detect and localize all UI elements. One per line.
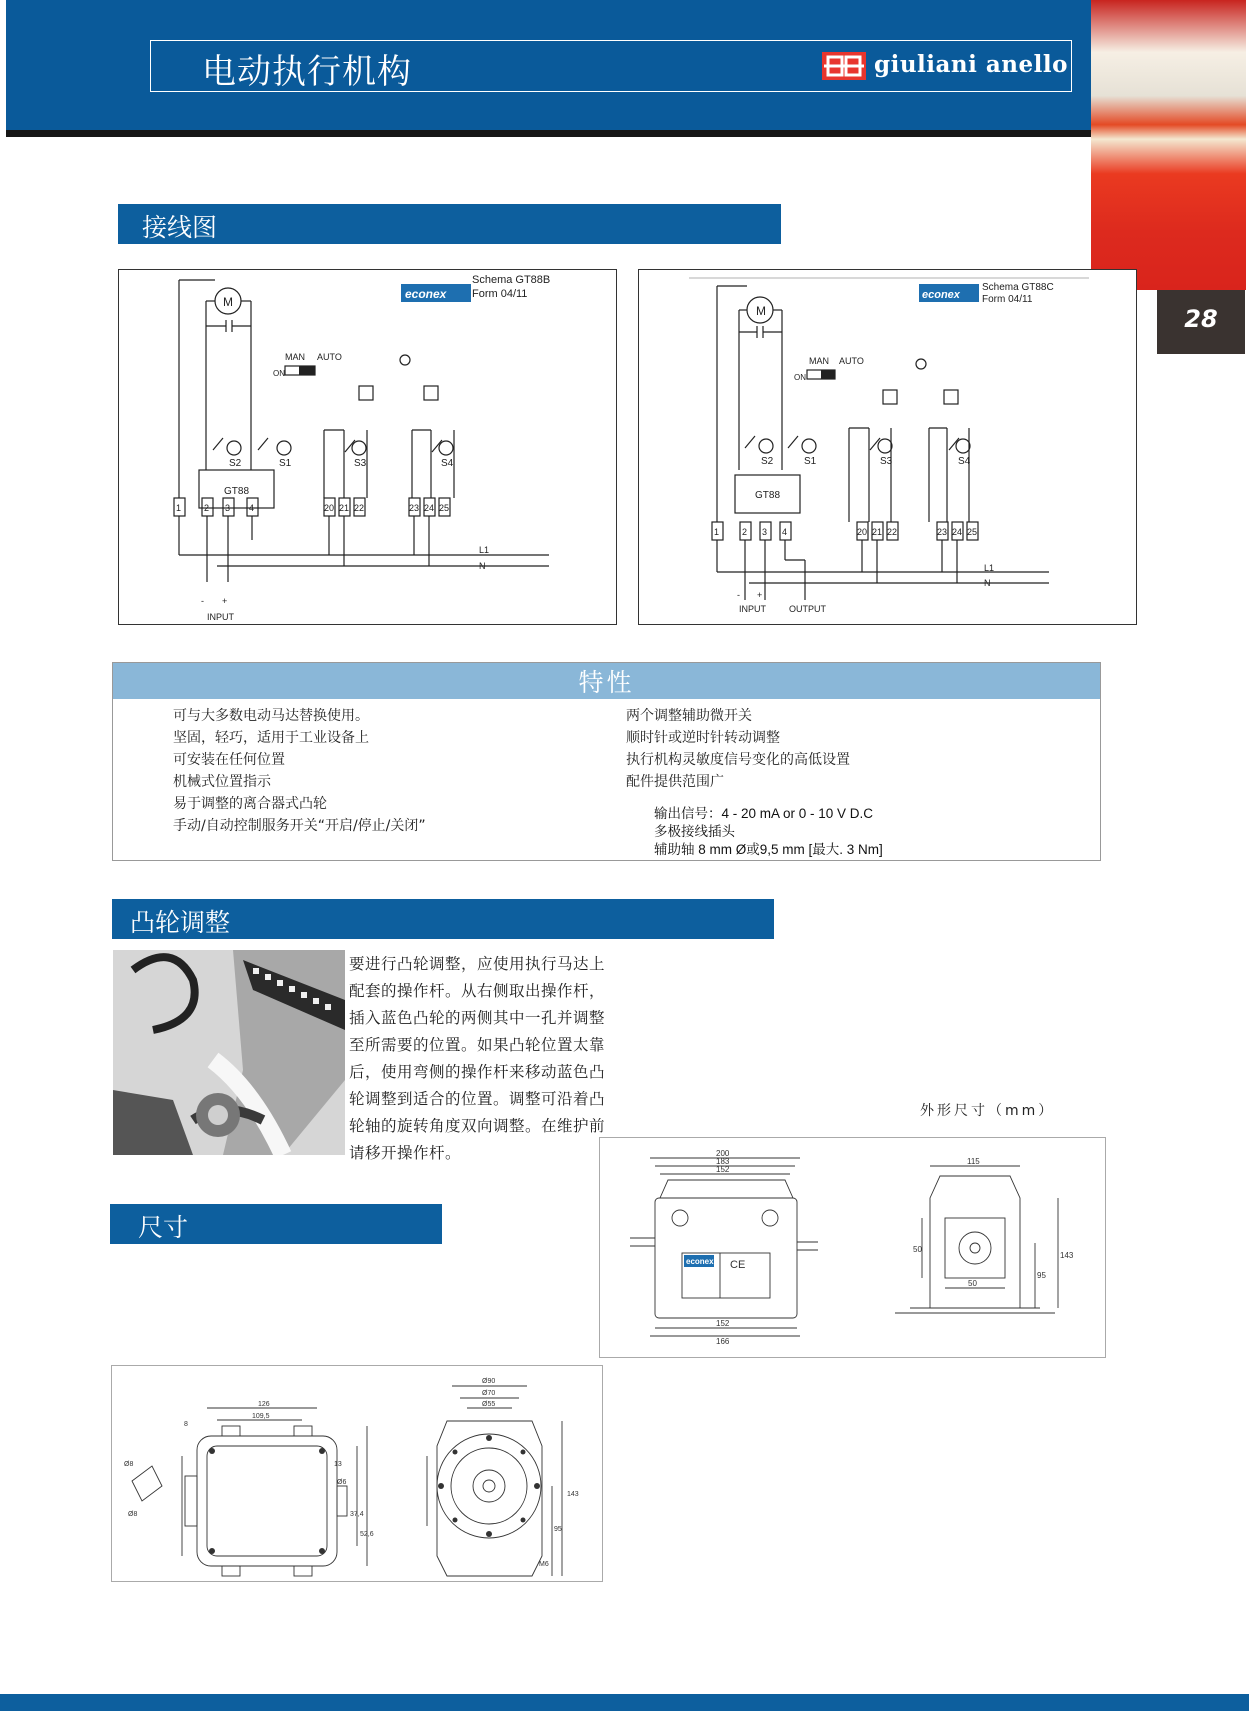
f4-dim-109: 109,5 xyxy=(252,1413,270,1420)
front-dim-bottom-1: 152 xyxy=(716,1319,730,1328)
f4-dim-o8b: Ø8 xyxy=(128,1511,138,1518)
diagram-c-minus: - xyxy=(737,590,740,600)
diagram-b-on: ON xyxy=(273,369,285,378)
diagram-c-t1: 1 xyxy=(714,527,720,537)
diagram-c-motor: M xyxy=(756,304,766,318)
multipole-plug: 多极接线插头 xyxy=(654,824,735,839)
feature-right-2: 顺时针或逆时针转动调整 xyxy=(626,730,780,746)
diagram-b-l1: L1 xyxy=(479,545,490,555)
feature-left-2: 坚固，轻巧，适用于工业设备上 xyxy=(173,730,369,746)
header-photo xyxy=(1091,0,1246,290)
side-dim-50a: 50 xyxy=(913,1245,922,1254)
f4-dim-52: 52,6 xyxy=(360,1531,374,1538)
f4-dim-143: 143 xyxy=(567,1491,579,1498)
f4-dim-o70: Ø70 xyxy=(482,1390,496,1397)
section-cam-header xyxy=(112,899,774,939)
diagram-c-s2: S2 xyxy=(761,456,774,467)
feature-right-1: 两个调整辅助微开关 xyxy=(626,708,752,724)
diagram-b-brand: econex xyxy=(405,287,447,301)
diagram-b-minus: - xyxy=(201,596,204,606)
diagram-c-on: ON xyxy=(794,373,806,382)
cam-text-3: 插入蓝色凸轮的两侧其中一孔并调整 xyxy=(349,1009,606,1027)
feature-left-3: 可安装在任何位置 xyxy=(173,752,285,768)
diagram-b-s1: S1 xyxy=(279,458,292,469)
diagram-c-input: INPUT xyxy=(739,604,766,614)
brand-name: giuliani anello xyxy=(874,51,1068,78)
front-dim-top-1: 200 xyxy=(716,1149,730,1158)
diagram-c-plus: + xyxy=(757,590,763,600)
diagram-b-t1: 1 xyxy=(176,503,182,513)
front-dim-top-2: 183 xyxy=(716,1157,730,1166)
diagram-c-t24: 24 xyxy=(952,527,963,537)
section-cam-title: 凸轮调整 xyxy=(130,908,231,937)
wiring-diagram-b xyxy=(118,269,617,625)
diagram-c-schema: Schema GT88C xyxy=(982,282,1054,293)
section-wiring-header xyxy=(118,204,781,244)
diagram-b-t2: 2 xyxy=(204,503,210,513)
f4-dim-126: 126 xyxy=(258,1401,270,1408)
diagram-c-s1: S1 xyxy=(804,456,817,467)
diagram-b-motor: M xyxy=(223,295,233,309)
wiring-diagram-c xyxy=(638,269,1137,625)
diagram-b-s2: S2 xyxy=(229,458,242,469)
diagram-b-schema: Schema GT88B xyxy=(472,274,551,286)
diagram-c-output: OUTPUT xyxy=(789,604,826,614)
diagram-b-input: INPUT xyxy=(207,612,234,622)
section-wiring-title: 接线图 xyxy=(142,213,218,242)
features-title: 特性 xyxy=(578,668,635,697)
outline-drawing xyxy=(599,1137,1106,1358)
front-ce: CE xyxy=(730,1259,746,1271)
feature-left-4: 机械式位置指示 xyxy=(173,774,271,790)
diagram-c-n: N xyxy=(984,578,991,588)
diagram-b-form: Form 04/11 xyxy=(472,288,528,300)
cam-photo xyxy=(113,950,345,1155)
cam-text-8: 请移开操作杆。 xyxy=(349,1144,462,1162)
diagram-c-s4: S4 xyxy=(958,456,971,467)
f4-dim-13: 13 xyxy=(334,1461,342,1468)
diagram-c-t25: 25 xyxy=(967,527,978,537)
f4-dim-8: 8 xyxy=(184,1421,188,1428)
diagram-b-module: GT88 xyxy=(224,486,250,497)
feature-left-1: 可与大多数电动马达替换使用。 xyxy=(173,708,369,724)
section-dimensions-header xyxy=(110,1204,442,1244)
front-brand: econex xyxy=(686,1257,714,1266)
side-dim-143: 143 xyxy=(1060,1251,1074,1260)
side-dim-115: 115 xyxy=(967,1157,980,1166)
diagram-c-form: Form 04/11 xyxy=(982,294,1033,305)
diagram-c-t21: 21 xyxy=(872,527,883,537)
diagram-c-man: MAN xyxy=(809,356,829,366)
diagram-c-l1: L1 xyxy=(984,563,995,573)
diagram-c-t22: 22 xyxy=(887,527,898,537)
header-underline xyxy=(6,130,1166,137)
diagram-b-t25: 25 xyxy=(439,503,450,513)
diagram-b-auto: AUTO xyxy=(317,352,342,362)
page-title: 电动执行机构 xyxy=(202,52,412,92)
side-dim-50b: 50 xyxy=(968,1279,977,1288)
diagram-b-plus: + xyxy=(222,596,228,606)
diagram-c-module: GT88 xyxy=(755,490,781,501)
diagram-c-t2: 2 xyxy=(742,527,748,537)
f4-dim-95: 95 xyxy=(554,1526,562,1533)
diagram-c-t23: 23 xyxy=(937,527,948,537)
section-dimensions-title: 尺寸 xyxy=(138,1213,189,1242)
f4-dim-m6: M6 xyxy=(539,1561,549,1568)
diagram-b-t20: 20 xyxy=(324,503,335,513)
diagram-b-n: N xyxy=(479,561,486,571)
diagram-b-s4: S4 xyxy=(441,458,454,469)
side-dim-95: 95 xyxy=(1037,1271,1046,1280)
feature-right-4: 配件提供范围广 xyxy=(626,774,724,790)
diagram-c-brand: econex xyxy=(922,289,960,301)
cam-text-4: 至所需要的位置。如果凸轮位置太靠 xyxy=(349,1036,606,1054)
diagram-c-t4: 4 xyxy=(782,527,788,537)
cam-text-2: 配套的操作杆。从右侧取出操作杆， xyxy=(349,982,606,1000)
front-dim-top-3: 152 xyxy=(716,1165,730,1174)
diagram-b-t22: 22 xyxy=(354,503,365,513)
outline-dimensions-label: 外形尺寸（mm） xyxy=(920,1103,1056,1119)
f4-drawing xyxy=(111,1365,603,1582)
cam-text-5: 后，使用弯侧的操作杆来移动蓝色凸 xyxy=(349,1063,606,1081)
diagram-b-t24: 24 xyxy=(424,503,435,513)
aux-shaft: 辅助轴 8 mm Ø或9,5 mm [最大. 3 Nm] xyxy=(654,842,883,857)
diagram-b-t23: 23 xyxy=(409,503,420,513)
feature-left-6: 手动/自动控制服务开关“开启/停止/关闭” xyxy=(173,818,426,834)
feature-right-3: 执行机构灵敏度信号变化的高低设置 xyxy=(626,752,850,768)
f4-dim-o90: Ø90 xyxy=(482,1378,496,1385)
diagram-c-s3: S3 xyxy=(880,456,893,467)
diagram-b-t4: 4 xyxy=(249,503,255,513)
f4-dim-o55: Ø55 xyxy=(482,1401,496,1408)
footer-bar xyxy=(0,1694,1249,1711)
f4-dim-37: 37,4 xyxy=(350,1511,364,1518)
diagram-b-s3: S3 xyxy=(354,458,367,469)
cam-text-7: 轮轴的旋转角度双向调整。在维护前 xyxy=(349,1117,606,1135)
diagram-c-auto: AUTO xyxy=(839,356,864,366)
cam-text-6: 轮调整到适合的位置。调整可沿着凸 xyxy=(349,1090,606,1108)
page-number: 28 xyxy=(1184,305,1218,333)
diagram-b-t21: 21 xyxy=(339,503,350,513)
brand-logo-icon xyxy=(822,52,866,80)
diagram-b-man: MAN xyxy=(285,352,305,362)
f4-dim-o8a: Ø8 xyxy=(124,1461,134,1468)
feature-left-5: 易于调整的离合器式凸轮 xyxy=(173,796,327,812)
output-signal: 输出信号：4 - 20 mA or 0 - 10 V D.C xyxy=(654,806,874,821)
diagram-c-t20: 20 xyxy=(857,527,868,537)
diagram-b-t3: 3 xyxy=(225,503,231,513)
cam-text-1: 要进行凸轮调整，应使用执行马达上 xyxy=(349,955,606,973)
diagram-c-t3: 3 xyxy=(762,527,768,537)
f4-dim-o6: Ø6 xyxy=(337,1479,347,1486)
front-dim-bottom-2: 166 xyxy=(716,1337,730,1346)
